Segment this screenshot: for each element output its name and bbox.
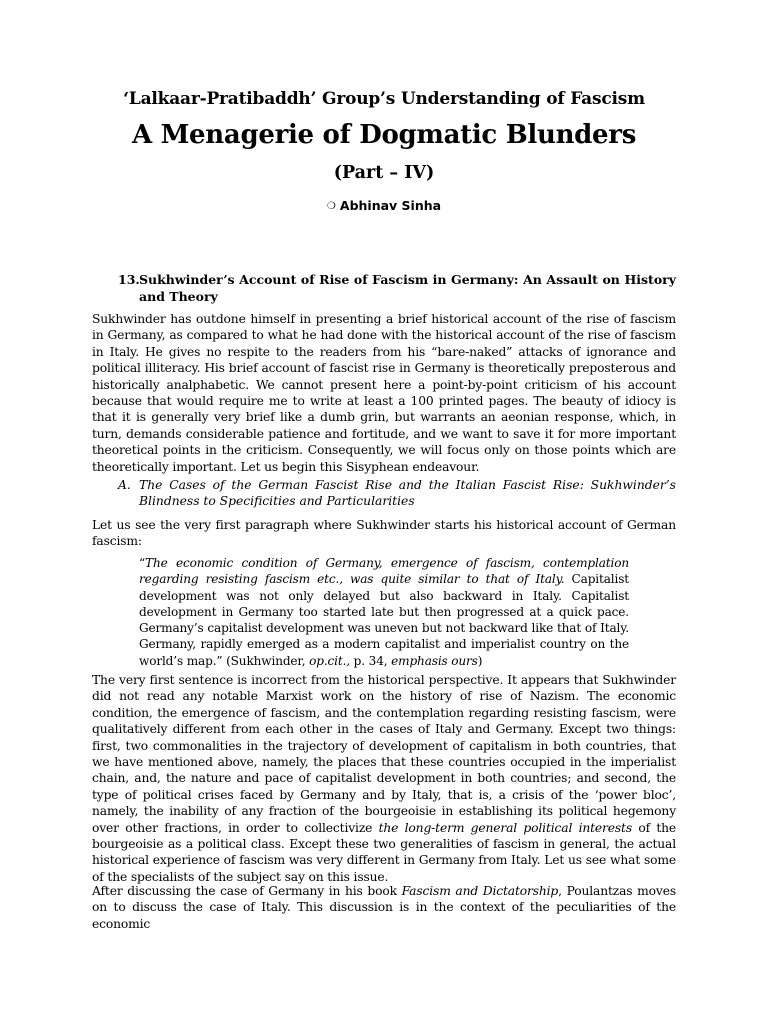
author-bullet-icon: ❍ (326, 201, 336, 212)
paragraph-4-part2: , Poulantzas moves on to discuss the case of Italy. This discussion is in the context of the peculiarities of the economic (92, 884, 676, 931)
paragraph-4-part1: After discussing the case of Germany in his book (92, 884, 402, 898)
article-part: (Part – IV) (333, 163, 435, 183)
block-quote (139, 555, 629, 669)
paragraph-3-part2: of the bourgeoisie as a political class. Except these two generalities of fascism in general, the actual historical experience of fascism was very different in Germany from Italy. Let us see what some of the specialists of the subject say on this issue. (92, 820, 677, 884)
quote-close: ) (477, 653, 483, 668)
quote-open-mark: “ (139, 556, 146, 570)
quote-emphasis: emphasis ours (391, 653, 478, 668)
book-title: Fascism and Dictatorship (401, 884, 559, 898)
author-name: Abhinav Sinha (339, 198, 442, 213)
quote-rest: Capitalist development was not only delayed but also backward in Italy. Capitalist development in Germany too started late but then progressed at a quick pace. Germany’s capitalist development was uneven but not backward like that of Italy. Germany, rapidly emerged as a modern capitalist and imperialist country on the world’s map.” (Sukhwinder, (139, 572, 629, 668)
paragraph-4 (92, 883, 676, 932)
subsection-heading-text: The Cases of the German Fascist Rise and the Italian Fascist Rise: Sukhwinder’s Blindness to Specificities and Particularities (139, 478, 676, 509)
paragraph-3-part1: The very first sentence is incorrect from the historical perspective. It appears that Sukhwinder did not read any notable Marxist work on the history of rise of Nazism. The economic condition, the emergence of fascism, and the contemplation regarding resisting fascism, were qualitatively different from each other in the cases of Italy and Germany. Except two things: first, two commonalities in the trajectory of development of capitalism in both countries, that we have mentioned above, namely, the places that these countries occupied in the imperialist chain, and, the nature and pace of capitalist development in both countries; and second, the type of political crises faced by Germany and by Italy, that is, a crisis of the ‘power bloc’, namely, the inability of any fraction of the bourgeoisie in establishing its political hegemony over other fractions, in order to collectivize (92, 673, 676, 835)
subsection-a-heading (118, 477, 676, 510)
subsection-label: A. (118, 478, 131, 492)
article-title: A Menagerie of Dogmatic Blunders (131, 120, 637, 150)
article-author (92, 198, 676, 213)
quote-page: p. 34, (349, 653, 392, 668)
section-number: 13. (118, 272, 140, 287)
quote-opcit: op.cit., (309, 653, 350, 668)
paragraph-3-italic: the long-term general political interests (378, 820, 633, 835)
paragraph-2: Let us see the very first paragraph where Sukhwinder starts his historical account of German fascism: (92, 518, 676, 549)
section-13-heading (118, 271, 676, 305)
paragraph-1: Sukhwinder has outdone himself in presenting a brief historical account of the rise of fascism in Germany, as compared to what he had done with the historical account of the rise of fascism in Italy. He gives no respite to the readers from his “bare-naked” attacks of ignorance and political illiteracy. His brief account of fascist rise in Germany is theoretically preposterous and historically analphabetic. We cannot present here a point-by-point criticism of his account because that would require me to write at least a 100 printed pages. The beauty of idiocy is that it is generally very brief like a dumb grin, but warrants an aeonian response, which, in turn, demands considerable patience and fortitude, and we want to save it for more important theoretical points in the criticism. Consequently, we will focus only on those points which are theoretically important. Let us begin this Sisyphean endeavour. (92, 312, 676, 474)
section-heading-text: Sukhwinder’s Account of Rise of Fascism in Germany: An Assault on History and Theory (139, 272, 676, 304)
paragraph-3 (92, 672, 676, 885)
article-kicker: ‘Lalkaar-Pratibaddh’ Group’s Understanding of Fascism (123, 89, 645, 109)
quote-italic: The economic condition of Germany, emergence of fascism, contemplation regarding resisting fascism etc., was quite similar to that of Italy. (139, 556, 629, 587)
